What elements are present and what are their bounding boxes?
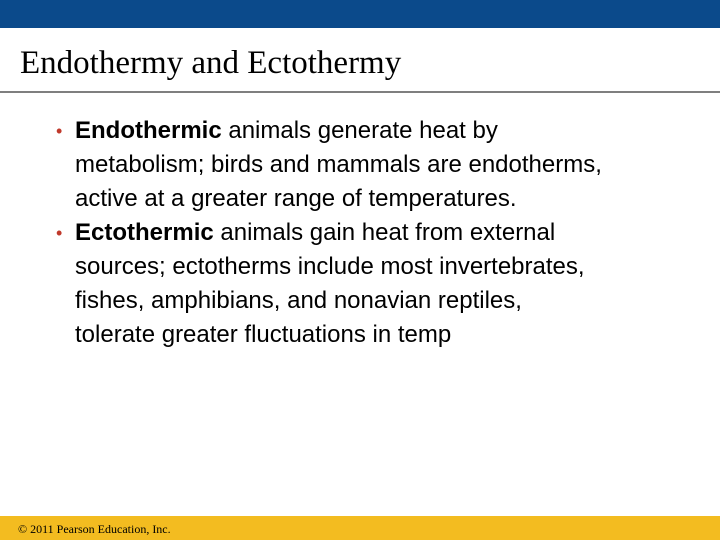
bullet-line: metabolism; birds and mammals are endotherms,	[75, 151, 602, 178]
bullet-marker: •	[56, 121, 63, 141]
bullet-line	[75, 216, 706, 250]
bullet-line: fishes, amphibians, and nonavian reptiles,	[75, 287, 522, 314]
bullet-line: tolerate greater fluctuations in temp	[75, 321, 452, 348]
title-divider	[0, 91, 720, 93]
slide-title: Endothermy and Ectothermy	[20, 45, 402, 81]
bullet-text: animals gain heat from external	[213, 219, 556, 246]
bullet-endothermic	[56, 114, 706, 216]
bullet-line: sources; ectotherms include most invertebrates,	[75, 253, 585, 280]
bullet-line: active at a greater range of temperatures.	[75, 185, 517, 212]
bullet-text: animals generate heat by	[221, 117, 498, 144]
bullet-term: Ectothermic	[75, 219, 214, 246]
copyright-text: © 2011 Pearson Education, Inc.	[18, 522, 171, 536]
bullet-marker: •	[56, 223, 63, 243]
bullet-list	[56, 114, 706, 352]
footer-bar	[0, 516, 720, 540]
top-accent-bar	[0, 0, 720, 28]
bullet-term: Endothermic	[75, 117, 222, 144]
bullet-ectothermic	[56, 216, 706, 352]
bullet-line	[75, 114, 706, 148]
